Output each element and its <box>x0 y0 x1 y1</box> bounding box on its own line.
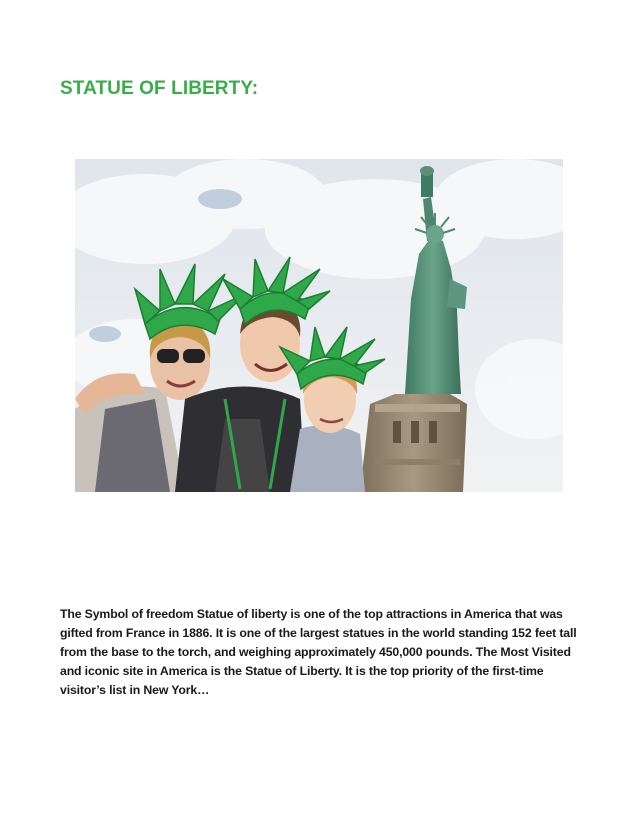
torch <box>421 173 433 197</box>
description-paragraph: The Symbol of freedom Statue of liberty is one of the top attractions in America that was gifted from France in 1886. It is one of the largest statues in the world standing 152 feet tall from the base to the torch, and weighing approximately 450,000 pounds. The Most Visited and iconic site in America is the Statue of Liberty. It is the top priority of the first-time visitor’s list in New York… <box>60 607 577 697</box>
page-title: STATUE OF LIBERTY: <box>60 78 259 99</box>
statue-of-liberty-photo <box>75 159 563 492</box>
